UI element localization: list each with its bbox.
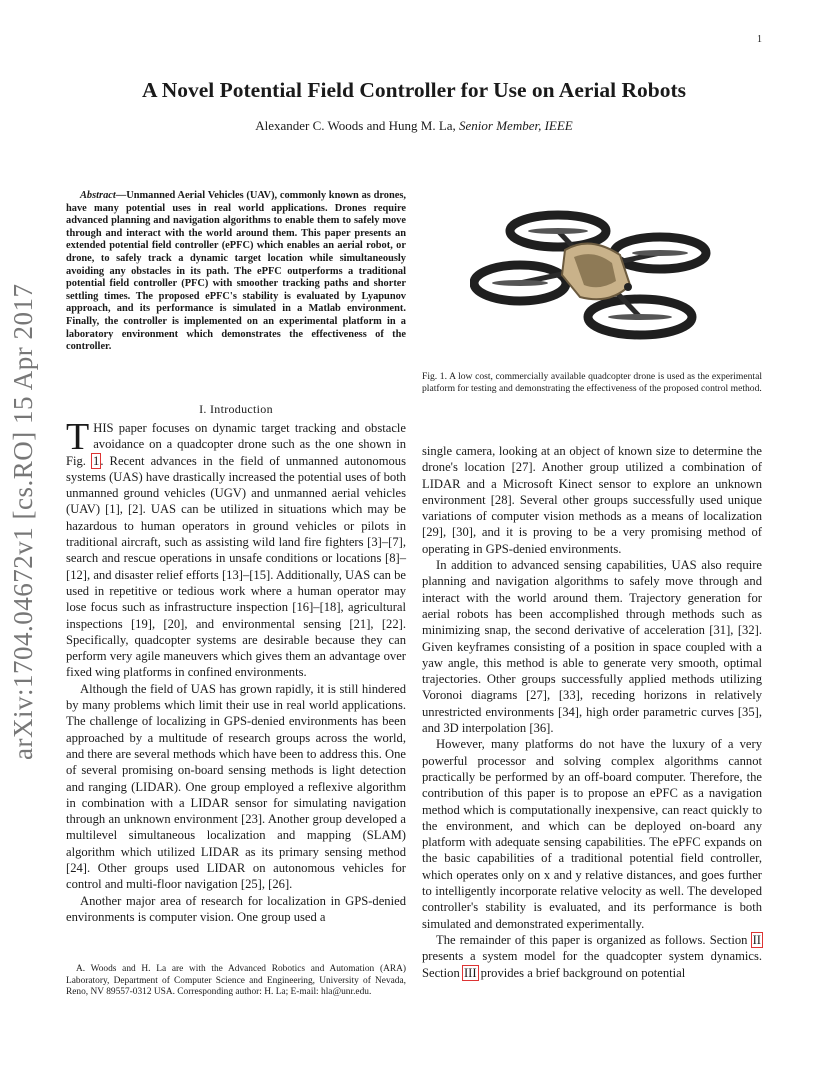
right-paragraph-1: single camera, looking at an object of known size to determine the drone's location [27]. Another group utilized a combination of LIDAR and a Microsoft Kinect sensor to explore an unknown environment [28]. Several other groups successfully used unique variations of computer vision methods as a means of localization [29], [30], and it is proving to be a very promising method of operating in GPS-denied environments. bbox=[422, 444, 762, 556]
abstract bbox=[66, 190, 406, 354]
section-2-link[interactable]: II bbox=[752, 932, 761, 947]
author-line bbox=[0, 118, 828, 134]
quadcopter-drone-image bbox=[470, 205, 718, 345]
intro-p1-text-b: . Recent advances in the field of unmanned autonomous systems (UAS) have drastically increased the potential uses of both unmanned ground vehicles (UGV) and unmanned aerial vehicles (UAV) [1], [2]. UAS can be utilized in situations which may be hazardous to human operators in ground vehicles or pilots in traditional aircraft, such as assisting wild land fire fighters [3]–[7], search and rescue operations in unsafe conditions or locations [8]–[12], and disaster relief efforts [13]–[15]. Additionally, UAS can be used in repetitive or tedious work where a human operator may lose focus such as infrastructure inspection [16]–[18], agricultural inspections [19], [20], and environmental sensing [21], [22]. Specifically, quadcopter systems are desirable because they can perform very agile maneuvers which gives them an advantage over fixed wing platforms in confined environments. bbox=[66, 453, 406, 680]
section-3-link[interactable]: III bbox=[463, 965, 477, 980]
right-paragraph-4 bbox=[422, 932, 762, 981]
intro-paragraph-3: Another major area of research for localization in GPS-denied environments is computer vision. One group used a bbox=[66, 893, 406, 924]
footnote: A. Woods and H. La are with the Advanced Robotics and Automation (ARA) Laboratory, Department of Computer Science and Engineering, University of Nevada, Reno, NV 89557-0312 USA. Corresponding author: H. La; E-mail: hla@unr.edu. bbox=[66, 964, 406, 998]
section-heading: I. Introduction bbox=[199, 402, 273, 416]
page-number: 1 bbox=[757, 34, 762, 45]
drop-cap: T bbox=[66, 416, 90, 458]
figure-1-link[interactable]: 1 bbox=[93, 453, 100, 468]
left-column bbox=[66, 416, 406, 925]
right-p4-text-b: presents a system model for the quadcopter system dynamics. Section bbox=[422, 949, 762, 980]
right-column bbox=[422, 443, 762, 981]
figure-caption: Fig. 1. A low cost, commercially available quadcopter drone is used as the experimental platform for testing and demonstrating the effectiveness of the proposed control method. bbox=[422, 371, 762, 394]
intro-paragraph-1 bbox=[66, 416, 406, 681]
arxiv-identifier: arXiv:1704.04672v1 [cs.RO] 15 Apr 2017 bbox=[8, 283, 38, 760]
right-paragraph-2: In addition to advanced sensing capabilities, UAS also require planning and navigation algorithms to safely move through and interact with the world around them. Trajectory generation for aerial robots has been accomplished through methods such as minimizing snap, the second derivative of acceleration [31], [32]. Given keyframes consisting of a position in space coupled with a yaw angle, this method is able to generate very smooth, optimal trajectories. Other groups successfully applied methods utilizing Voronoi diagrams [27], [33], receding horizons in relatively unrestricted environments [34], high order parametric curves [35], and 3D interpolation [36]. bbox=[422, 558, 762, 736]
right-p4-text-c: provides a brief background on potential bbox=[477, 965, 686, 980]
abstract-label: Abstract bbox=[80, 190, 116, 201]
right-p4-text-a: The remainder of this paper is organized as follows. Section bbox=[436, 932, 752, 947]
author-names: Alexander C. Woods and Hung M. La, bbox=[255, 118, 456, 133]
right-paragraph-3: However, many platforms do not have the luxury of a very powerful processor and solving complex algorithms cannot practically be performed by an off-board computer. Therefore, the contribution of this paper is to propose an ePFC as a navigation method which is computationally inexpensive, can react quickly to the environment, and which can be deployed on-board any platform with adequate sensing capabilities. The ePFC expands on the basic capabilities of a traditional potential field controller, which operates only on x and y relative distances, and goes further to intelligently incorporate relative velocity as well. The developed controller's stability is evaluated, and its performance is both simulated and demonstrated experimentally. bbox=[422, 737, 762, 931]
abstract-text: —Unmanned Aerial Vehicles (UAV), commonly known as drones, have many potential uses in real world applications. Drones require advanced planning and navigation algorithms to enable them to safely move through and interact with the world around them. This paper presents an extended potential field controller (ePFC) which enables an aerial robot, or drone, to safely track a dynamic target location while simultaneously avoiding any obstacles in its path. The ePFC outperforms a traditional potential field controller (PFC) with smoother tracking paths and shorter settling times. The proposed ePFC's stability is evaluated by Lyapunov approach, and its performance is simulated in a Matlab environment. Finally, the controller is implemented on an experimental platform in a laboratory environment which demonstrates the effectiveness of the controller. bbox=[66, 190, 406, 353]
intro-p1-text-a: HIS paper focuses on dynamic target tracking and obstacle avoidance on a quadcopter drone such as the one shown in Fig. bbox=[66, 421, 406, 468]
paper-title: A Novel Potential Field Controller for Use on Aerial Robots bbox=[141, 78, 687, 102]
intro-paragraph-2: Although the field of UAS has grown rapidly, it is still hindered by many problems which limit their use in real world applications. The challenge of localizing in GPS-denied environments has been approached by a multitude of research groups across the world, and there are several methods which have been to address this. One of several promising on-board sensing methods is light detection and ranging (LIDAR). One group employed a reflexive algorithm in combination with a LIDAR sensor for simulating navigation through an unknown environment [23]. Another group developed a multilevel simultaneous localization and mapping (SLAM) algorithm which utilized LIDAR as its primary sensing method [24]. Other groups used LIDAR on autonomous vehicles for control and multi-floor navigation [25], [26]. bbox=[66, 681, 406, 892]
author-affiliation: Senior Member, IEEE bbox=[459, 118, 573, 133]
